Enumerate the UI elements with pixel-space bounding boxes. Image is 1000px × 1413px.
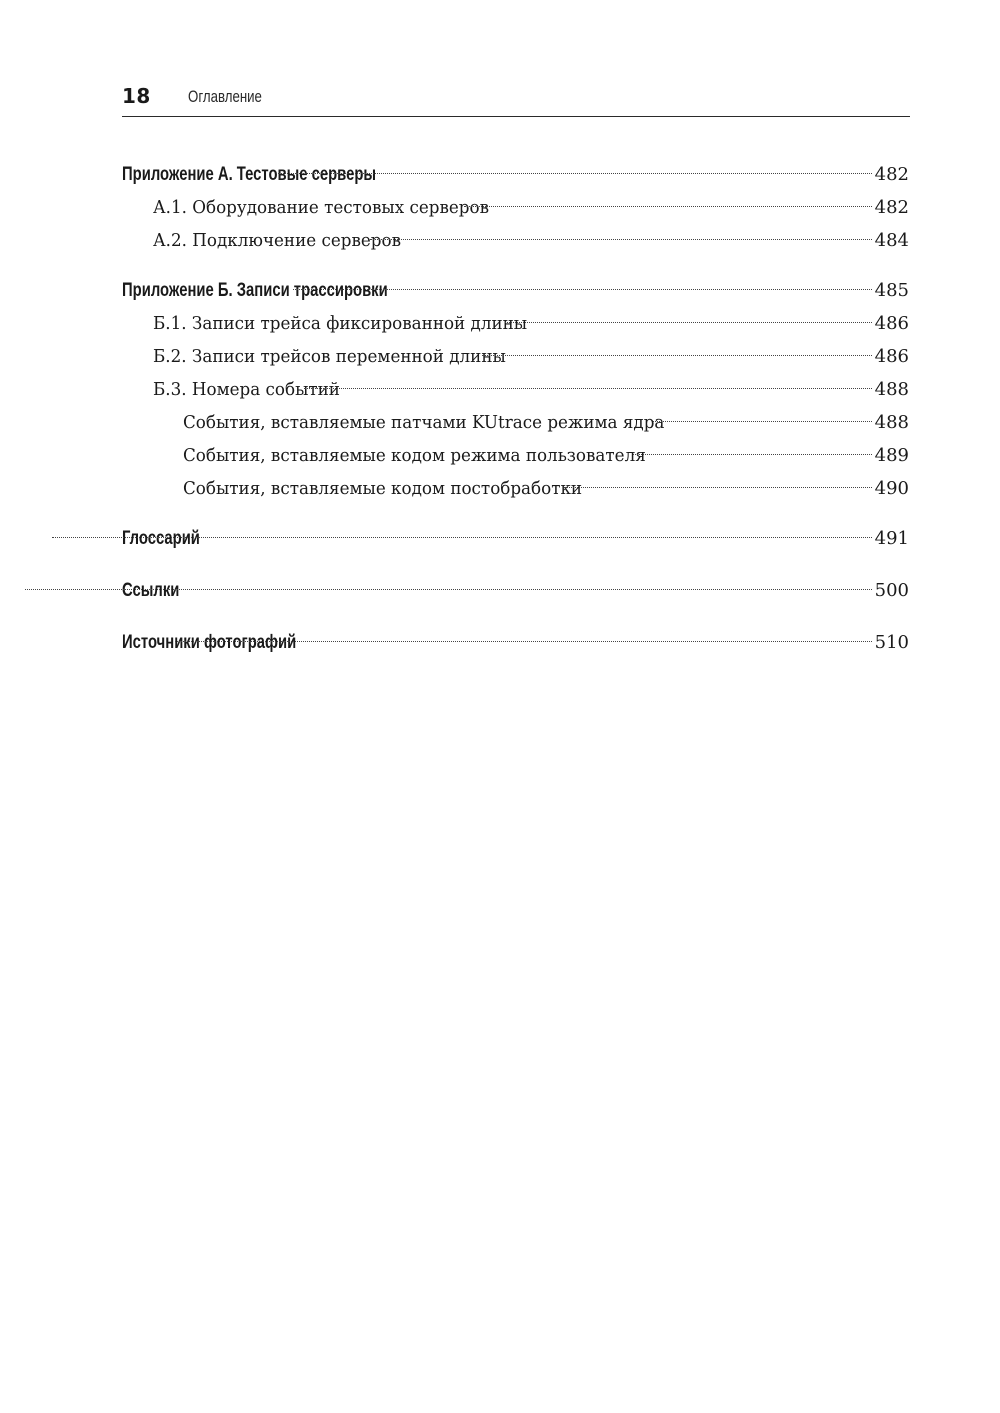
toc-entry-title: Б.2. Записи трейсов переменной длины xyxy=(153,346,506,367)
toc-entry-a2[interactable] xyxy=(122,224,909,257)
toc-entry-title: Приложение Б. Записи трассировки xyxy=(122,280,388,301)
page-number: 18 xyxy=(122,84,151,108)
toc-entry-title: Б.3. Номера событий xyxy=(153,379,340,400)
toc-page-number: 489 xyxy=(874,445,909,466)
toc-page-number: 488 xyxy=(874,379,909,400)
dot-leader xyxy=(564,487,871,488)
toc-entry-b2[interactable] xyxy=(122,340,909,373)
toc-entry-title: Глоссарий xyxy=(122,528,200,549)
toc-entry-title: Приложение А. Тестовые серверы xyxy=(122,164,377,185)
toc-entry-appendix-b[interactable] xyxy=(122,274,909,307)
dot-leader xyxy=(505,322,871,323)
dot-leader xyxy=(482,355,871,356)
toc-page-number: 484 xyxy=(874,230,909,251)
toc-entry-title: События, вставляемые кодом постобработки xyxy=(183,478,583,499)
toc-entry-title: А.1. Оборудование тестовых серверов xyxy=(153,197,490,218)
toc-entry-title: События, вставляемые кодом режима пользователя xyxy=(183,445,646,466)
toc-entry-references[interactable] xyxy=(122,574,909,607)
toc-entry-b3[interactable] xyxy=(122,373,909,406)
toc-entry-title: Источники фотографий xyxy=(122,632,297,653)
dot-leader xyxy=(25,589,871,590)
toc-entry-a1[interactable] xyxy=(122,191,909,224)
toc-entry-appendix-a[interactable] xyxy=(122,158,909,191)
toc-entry-b3-postproc-events[interactable] xyxy=(122,472,909,505)
dot-leader xyxy=(52,537,872,538)
table-of-contents xyxy=(122,158,909,659)
dot-leader xyxy=(633,454,872,455)
spacer xyxy=(122,505,909,522)
spacer xyxy=(122,607,909,626)
toc-page-number: 488 xyxy=(874,412,909,433)
toc-page-number: 482 xyxy=(874,197,909,218)
toc-entry-title: События, вставляемые патчами KUtrace режима ядра xyxy=(183,412,665,433)
toc-page-number: 510 xyxy=(874,632,909,653)
toc-entry-title: Б.1. Записи трейса фиксированной длины xyxy=(153,313,528,334)
dot-leader xyxy=(304,388,872,389)
toc-entry-b3-kernel-events[interactable] xyxy=(122,406,909,439)
toc-entry-photo-credits[interactable] xyxy=(122,626,909,659)
spacer xyxy=(122,257,909,274)
toc-entry-glossary[interactable] xyxy=(122,522,909,555)
toc-entry-title: А.2. Подключение серверов xyxy=(153,230,402,251)
toc-page-number: 482 xyxy=(874,164,909,185)
toc-page-number: 490 xyxy=(874,478,909,499)
page-header xyxy=(122,82,910,117)
dot-leader xyxy=(278,173,872,174)
dot-leader xyxy=(464,206,871,207)
running-title: Оглавление xyxy=(188,87,262,106)
toc-page-number: 486 xyxy=(874,346,909,367)
dot-leader xyxy=(370,239,872,240)
toc-entry-b3-user-events[interactable] xyxy=(122,439,909,472)
toc-page-number: 491 xyxy=(874,528,909,549)
toc-entry-b1[interactable] xyxy=(122,307,909,340)
toc-page-number: 500 xyxy=(874,580,909,601)
dot-leader xyxy=(653,421,872,422)
dot-leader xyxy=(293,289,872,290)
toc-page-number: 486 xyxy=(874,313,909,334)
spacer xyxy=(122,555,909,574)
toc-page-number: 485 xyxy=(874,280,909,301)
dot-leader xyxy=(175,641,871,642)
toc-entry-title: Ссылки xyxy=(122,580,180,601)
